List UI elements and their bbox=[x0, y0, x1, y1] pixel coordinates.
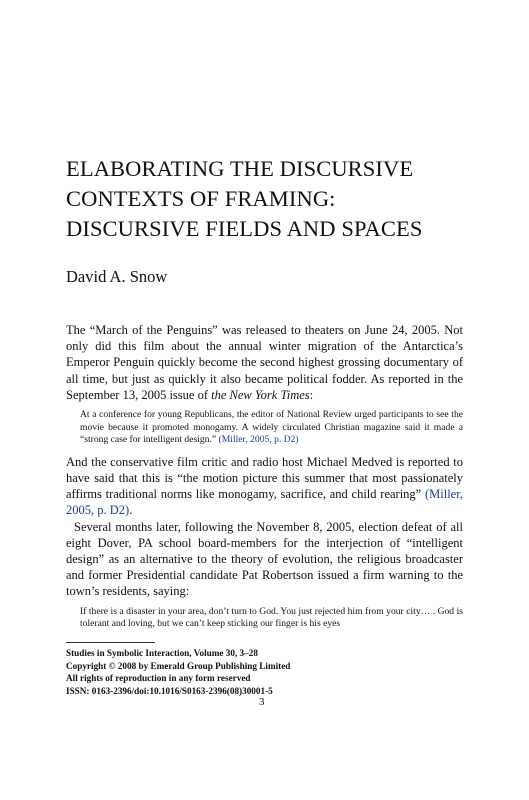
copyright-line: Copyright © 2008 by Emerald Group Publishing Limited bbox=[66, 660, 291, 671]
paragraph-1-end: : bbox=[309, 387, 314, 402]
paragraph-2-end: . bbox=[129, 503, 133, 518]
paragraph-2 bbox=[66, 454, 463, 519]
page-number: 3 bbox=[259, 696, 265, 708]
block-quote-1-text: At a conference for young Republicans, the editor of National Review urged participants to see the movie because it promoted monogamy. A widely circulated Christian magazine said it made a “strong case for intelligent design.” bbox=[80, 409, 463, 446]
block-quote-2: If there is a disaster in your area, don’t turn to God. You just rejected him from your city… . God is tolerant and loving, but we can’t keep sticking our finger is his eyes bbox=[80, 605, 463, 630]
footnote-divider bbox=[66, 642, 155, 643]
paragraph-1-text: The “March of the Penguins” was released to theaters on June 24, 2005. Not only did this film about the annual winter migration of the Antarctica’s Emperor Penguin quickly become the second highest grossing documentary of all time, but just as quickly it also became political fodder. As reported in the September 13, 2005 issue of bbox=[66, 323, 463, 402]
block-quote-1 bbox=[80, 409, 463, 447]
paragraph-3: Several months later, following the November 8, 2005, election defeat of all eight Dover, PA school board-members for the interjection of “intelligent design” as an alternative to the theory of evolution, the religious broadcaster and former Presidential candidate Pat Robertson issued a firm warning to the town’s residents, saying: bbox=[66, 519, 463, 599]
issn-doi-line: ISSN: 0163-2396/doi:10.1016/S0163-2396(08)30001-5 bbox=[66, 686, 273, 697]
title-line-2: CONTEXTS OF FRAMING: bbox=[66, 186, 336, 211]
article-title bbox=[66, 154, 486, 244]
paragraph-1 bbox=[66, 322, 463, 403]
newspaper-title: the New York Times bbox=[211, 387, 310, 402]
citation-link-2[interactable]: (Miller, 2005, p. D2) bbox=[66, 487, 463, 518]
citation-link-1[interactable]: (Miller, 2005, p. D2) bbox=[218, 434, 299, 446]
rights-line: All rights of reproduction in any form reserved bbox=[66, 673, 251, 684]
title-line-1: ELABORATING THE DISCURSIVE bbox=[66, 156, 414, 181]
title-line-3: DISCURSIVE FIELDS AND SPACES bbox=[66, 216, 423, 241]
paragraph-2-text: And the conservative film critic and radio host Michael Medved is reported to have said that this is “the motion picture this summer that most passionately affirms traditional norms like monogamy, sacrifice, and child rearing” bbox=[66, 454, 463, 502]
publication-info bbox=[66, 647, 466, 698]
article-body bbox=[66, 322, 463, 638]
author-name: David A. Snow bbox=[66, 267, 168, 286]
journal-volume: Studies in Symbolic Interaction, Volume 30, 3–28 bbox=[66, 648, 258, 658]
